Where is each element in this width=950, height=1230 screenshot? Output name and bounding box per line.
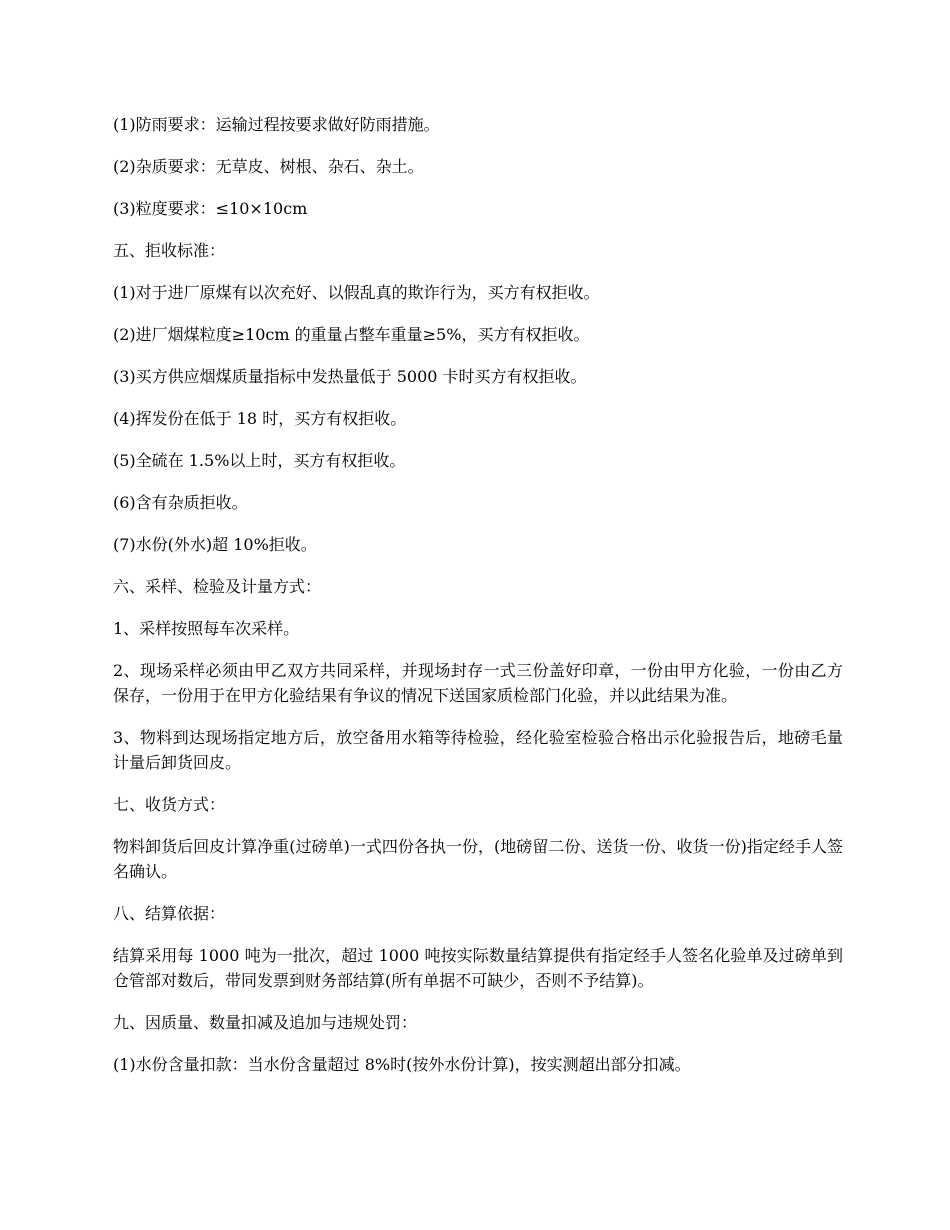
paragraph-receiving: 物料卸货后回皮计算净重(过磅单)一式四份各执一份，(地磅留二份、送货一份、收货一份)指定经手人签名确认。 (113, 837, 843, 881)
paragraph-impurity-requirement: (2)杂质要求：无草皮、树根、杂石、杂土。 (113, 157, 424, 176)
paragraph-reject-granularity: (2)进厂烟煤粒度≥10cm 的重量占整车重量≥5%，买方有权拒收。 (113, 325, 590, 344)
paragraph-moisture-deduction: (1)水份含量扣款：当水份含量超过 8%时(按外水份计算)，按实测超出部分扣减。 (113, 1055, 691, 1074)
paragraph-reject-volatile: (4)挥发份在低于 18 时，买方有权拒收。 (113, 409, 407, 428)
paragraph-sampling-1: 1、采样按照每车次采样。 (113, 619, 300, 638)
paragraph-reject-sulfur: (5)全硫在 1.5%以上时，买方有权拒收。 (113, 451, 406, 470)
paragraph-sampling-2: 2、现场采样必须由甲乙双方共同采样，并现场封存一式三份盖好印章，一份由甲方化验，一份由乙方保存，一份用于在甲方化验结果有争议的情况下送国家质检部门化验，并以此结果为准。 (113, 661, 843, 705)
paragraph-rain-protection: (1)防雨要求：运输过程按要求做好防雨措施。 (113, 115, 440, 134)
paragraph-reject-calorific: (3)买方供应烟煤质量指标中发热量低于 5000 卡时买方有权拒收。 (113, 367, 587, 386)
paragraph-reject-moisture: (7)水份(外水)超 10%拒收。 (113, 535, 317, 554)
paragraph-granularity-requirement: (3)粒度要求：≤10×10cm (113, 199, 308, 218)
section-heading-sampling: 六、采样、检验及计量方式： (113, 577, 322, 596)
section-heading-penalties: 九、因质量、数量扣减及追加与违规处罚： (113, 1013, 418, 1032)
paragraph-reject-fraud: (1)对于进厂原煤有以次充好、以假乱真的欺诈行为，买方有权拒收。 (113, 283, 600, 302)
paragraph-settlement: 结算采用每 1000 吨为一批次，超过 1000 吨按实际数量结算提供有指定经手人签名化验单及过磅单到仓管部对数后，带同发票到财务部结算(所有单据不可缺少，否则不予结算)。 (113, 946, 843, 990)
paragraph-sampling-3: 3、物料到达现场指定地方后，放空备用水箱等待检验，经化验室检验合格出示化验报告后，地磅毛量计量后卸货回皮。 (113, 728, 843, 772)
document-body (113, 112, 843, 1094)
section-heading-settlement: 八、结算依据： (113, 904, 226, 923)
section-heading-rejection-standards: 五、拒收标准： (113, 241, 226, 260)
paragraph-reject-impurity: (6)含有杂质拒收。 (113, 493, 248, 512)
section-heading-receiving: 七、收货方式： (113, 795, 226, 814)
